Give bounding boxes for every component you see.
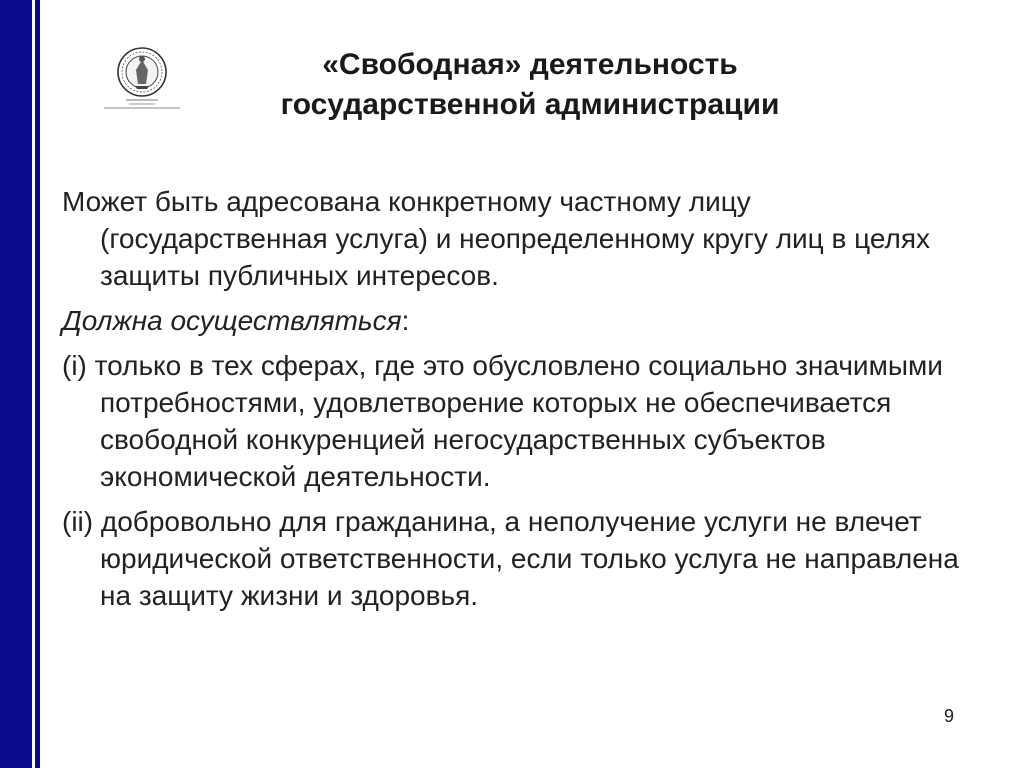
slide-title <box>200 45 860 125</box>
paragraph-must-colon: : <box>401 305 410 336</box>
left-stripe-thin <box>35 0 40 768</box>
page-number: 9 <box>944 706 955 726</box>
paragraph-must-italic: Должна осуществляться <box>62 305 402 336</box>
university-emblem-icon <box>102 42 182 116</box>
slide-body <box>62 183 962 622</box>
slide-title-line-1: «Свободная» деятельность <box>322 48 738 81</box>
paragraph-must-be-carried-out <box>62 302 962 339</box>
slide-title-line-2: государственной администрации <box>280 88 780 121</box>
paragraph-condition-ii: (ii) добровольно для гражданина, а неполучение услуги не влечет юридической ответственности, если только услуга не направлена на защиту жизни и здоровья. <box>62 506 959 611</box>
paragraph-condition-i: (i) только в тех сферах, где это обусловлено социально значимыми потребностями, удовлетворение которых не обеспечивается свободной конкуренцией негосударственных субъектов экономической деятельности. <box>62 350 943 492</box>
paragraph-address: Может быть адресована конкретному частному лицу (государственная услуга) и неопределенному кругу лиц в целях защиты публичных интересов. <box>62 186 931 291</box>
left-stripe-wide <box>0 0 32 768</box>
